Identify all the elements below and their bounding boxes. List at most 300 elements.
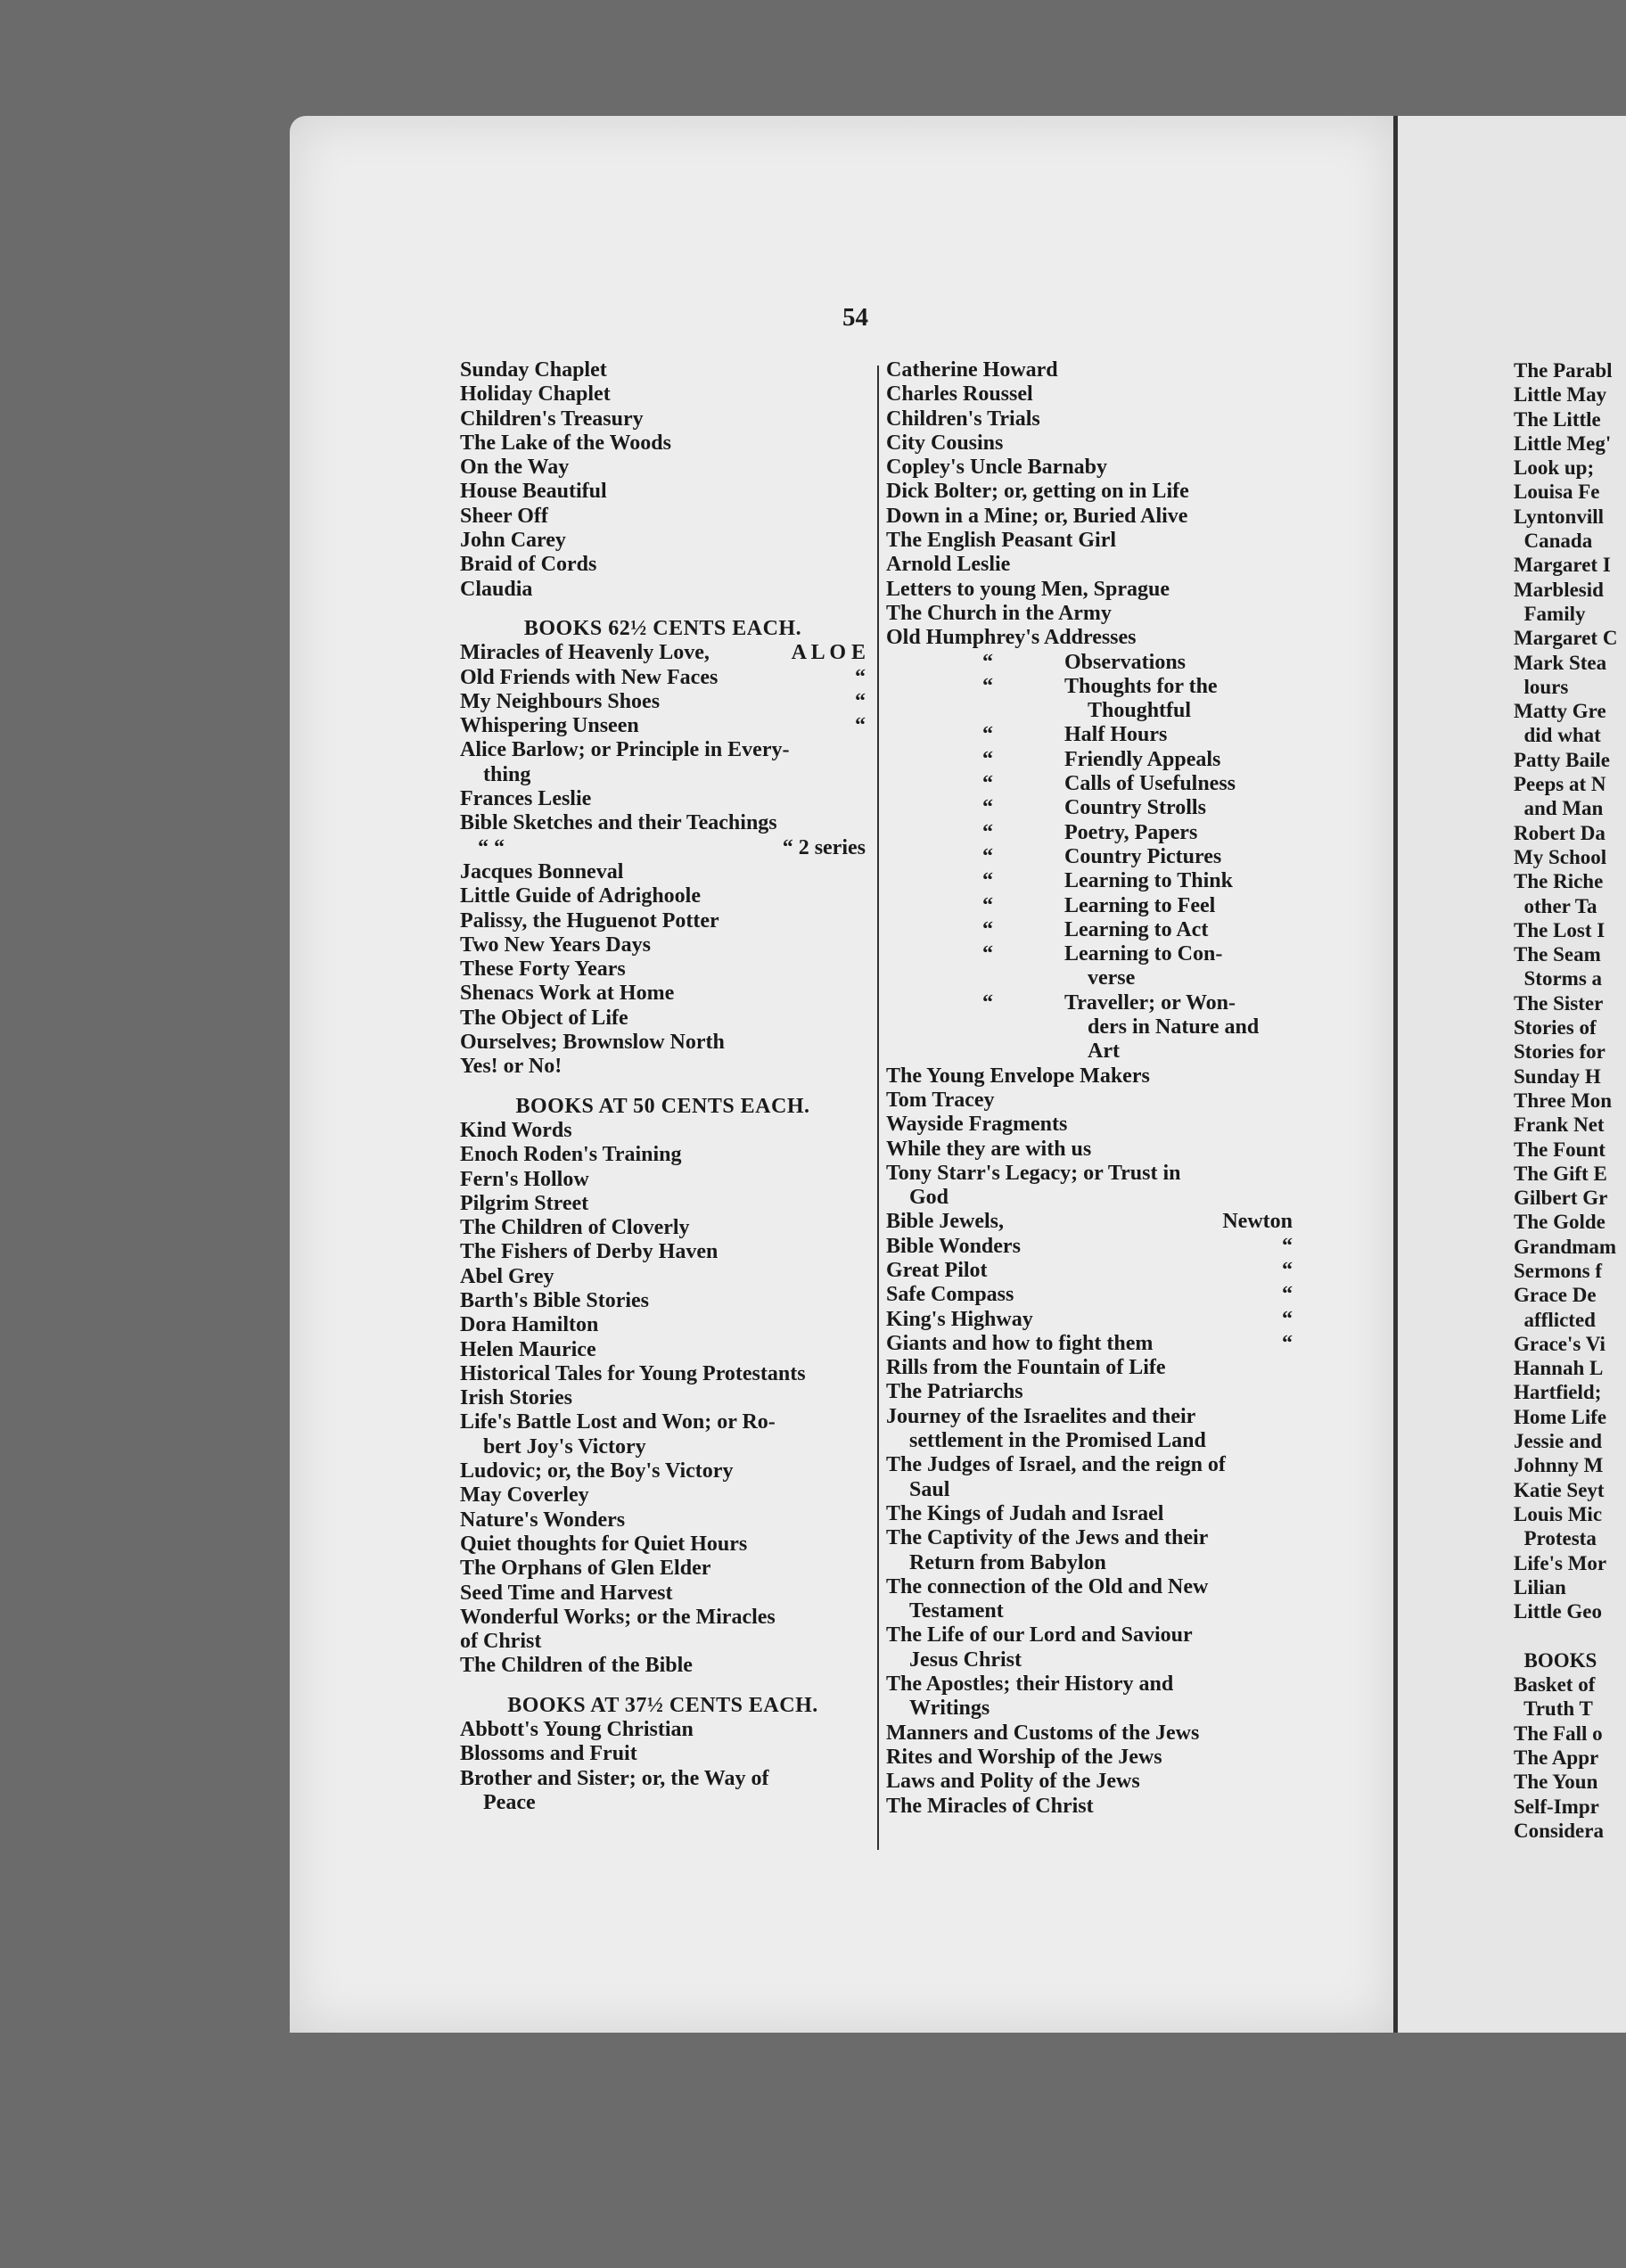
- ditto-mark: [886, 966, 1064, 990]
- list-item: [460, 1435, 866, 1459]
- list-item: [886, 821, 1293, 845]
- list-item-fragment: Stories of: [1514, 1016, 1597, 1040]
- list-item-fragment: Louis Mic: [1514, 1502, 1603, 1525]
- list-item-fragment: Considera: [1514, 1819, 1604, 1842]
- list-item: [886, 1186, 1293, 1210]
- list-item: [886, 894, 1293, 918]
- list-item-fragment: and Man: [1514, 797, 1604, 820]
- list-item: [460, 1168, 866, 1192]
- book-title: Ourselves; Brownslow North: [460, 1031, 725, 1055]
- book-title: Tom Tracey: [886, 1088, 995, 1112]
- list-item: [460, 860, 866, 884]
- book-title: Down in a Mine; or, Buried Alive: [886, 504, 1188, 528]
- book-title: Old Humphrey's Addresses: [886, 626, 1137, 650]
- list-item: [886, 1672, 1293, 1697]
- book-title: The Judges of Israel, and the reign of: [886, 1453, 1226, 1477]
- author-note: “: [1282, 1258, 1293, 1282]
- list-item: [886, 1064, 1293, 1089]
- list-item: [460, 641, 866, 665]
- ditto-mark: [886, 699, 1064, 723]
- list-item: [460, 358, 866, 382]
- book-title: Wonderful Works; or the Miracles: [460, 1605, 776, 1629]
- list-item: [460, 1557, 866, 1581]
- list-item: [886, 1040, 1293, 1064]
- list-item: [460, 666, 866, 690]
- list-item: [886, 1770, 1293, 1794]
- book-title: Poetry, Papers: [1064, 820, 1198, 844]
- author-note: “ 2 series: [782, 835, 866, 859]
- book-title: Ludovic; or, the Boy's Victory: [460, 1459, 734, 1483]
- book-title: King's Highway: [886, 1307, 1033, 1331]
- author-note: “: [855, 665, 866, 689]
- book-title: Little Guide of Adrighoole: [460, 884, 701, 908]
- list-item: [886, 1526, 1293, 1550]
- book-title: Whispering Unseen: [460, 714, 639, 738]
- book-title: of Christ: [460, 1630, 542, 1654]
- list-item-fragment: Johnny M: [1514, 1454, 1604, 1477]
- list-item-fragment: Mark Stea: [1514, 651, 1607, 674]
- list-item: [886, 966, 1293, 990]
- book-title: Alice Barlow; or Principle in Every-: [460, 738, 790, 762]
- book-title: The Patriarchs: [886, 1380, 1023, 1404]
- book-title: The Life of our Lord and Saviour: [886, 1623, 1193, 1648]
- list-item-fragment: Canada: [1514, 530, 1593, 553]
- book-title: The Miracles of Christ: [886, 1794, 1094, 1818]
- list-item-fragment: Basket of: [1514, 1673, 1596, 1697]
- book-title: Learning to Act: [1064, 917, 1209, 941]
- list-item-fragment: Sunday H: [1514, 1064, 1601, 1088]
- book-title: Calls of Usefulness: [1064, 772, 1236, 796]
- book-title: Pilgrim Street: [460, 1191, 589, 1215]
- book-title: On the Way: [460, 456, 570, 480]
- list-item: [460, 1582, 866, 1606]
- book-title: Barth's Bible Stories: [460, 1288, 650, 1312]
- list-item: [886, 942, 1293, 966]
- list-item: [886, 1138, 1293, 1162]
- list-item: [886, 651, 1293, 675]
- list-item: [460, 1313, 866, 1337]
- book-title: Helen Maurice: [460, 1337, 596, 1361]
- list-item-fragment: afflicted: [1514, 1308, 1596, 1331]
- list-item: [460, 836, 866, 860]
- list-item: [460, 1192, 866, 1216]
- book-title: Art: [1088, 1040, 1120, 1064]
- list-item-fragment: Lilian: [1514, 1575, 1566, 1598]
- list-item: [886, 1746, 1293, 1770]
- list-item: [460, 382, 866, 407]
- ditto-mark: “: [982, 747, 993, 771]
- book-title: Quiet thoughts for Quiet Hours: [460, 1532, 748, 1556]
- list-item: [886, 358, 1293, 382]
- list-item-fragment: Grandmam: [1514, 1235, 1616, 1258]
- list-item: [460, 1338, 866, 1362]
- list-item: [886, 723, 1293, 747]
- list-item: [460, 1718, 866, 1742]
- list-item: [886, 1235, 1293, 1259]
- book-title: Palissy, the Huguenot Potter: [460, 908, 719, 933]
- list-item-fragment: Stories for: [1514, 1040, 1605, 1064]
- book-title: Tony Starr's Legacy; or Trust in: [886, 1161, 1181, 1185]
- list-item-fragment: Grace De: [1514, 1284, 1597, 1307]
- list-item-fragment: Look up;: [1514, 456, 1595, 480]
- list-item: [886, 431, 1293, 456]
- list-item: [886, 1599, 1293, 1623]
- ditto-mark: “: [982, 650, 993, 674]
- list-item: [460, 1606, 866, 1630]
- section-heading: BOOKS 62½ CENTS EACH.: [523, 616, 802, 640]
- list-item: [886, 1429, 1293, 1453]
- book-title: The Apostles; their History and: [886, 1672, 1174, 1697]
- book-title: Peace: [483, 1790, 536, 1814]
- list-item: [460, 1630, 866, 1654]
- list-item: [886, 1089, 1293, 1113]
- book-title: Two New Years Days: [460, 933, 651, 957]
- list-item: [460, 1386, 866, 1410]
- list-item-fragment: The Little: [1514, 407, 1601, 431]
- list-item: [460, 1240, 866, 1264]
- list-item-fragment: Margaret I: [1514, 554, 1611, 577]
- book-title: Old Friends with New Faces: [460, 665, 719, 689]
- book-title: Nature's Wonders: [460, 1508, 626, 1532]
- list-item-fragment: Katie Seyt: [1514, 1478, 1605, 1501]
- book-gutter: [1393, 116, 1398, 2033]
- list-item: [460, 480, 866, 504]
- list-item-fragment: Storms a: [1514, 967, 1603, 990]
- list-item: [886, 1623, 1293, 1648]
- book-title: Irish Stories: [460, 1386, 572, 1410]
- list-item-fragment: Grace's Vi: [1514, 1332, 1605, 1355]
- list-item-fragment: The Youn: [1514, 1771, 1598, 1794]
- author-note: “: [1282, 1307, 1293, 1331]
- book-title: Arnold Leslie: [886, 553, 1011, 577]
- list-item-fragment: Life's Mor: [1514, 1551, 1607, 1574]
- list-item: [460, 1055, 866, 1079]
- list-item: [886, 1015, 1293, 1040]
- ditto-mark: “: [982, 796, 993, 820]
- list-item: [886, 1453, 1293, 1477]
- book-title: settlement in the Promised Land: [909, 1429, 1206, 1453]
- book-title: Rites and Worship of the Jews: [886, 1745, 1162, 1769]
- book-title: Bible Jewels,: [886, 1210, 1004, 1234]
- list-item-fragment: The Riche: [1514, 870, 1604, 893]
- ditto-mark: “: [982, 844, 993, 868]
- list-item: [460, 1483, 866, 1508]
- list-item: [460, 909, 866, 933]
- list-item: [460, 1289, 866, 1313]
- list-item: [460, 456, 866, 480]
- book-title: Thoughts for the: [1064, 674, 1218, 698]
- book-title: The Kings of Judah and Israel: [886, 1501, 1164, 1525]
- list-item: [460, 1362, 866, 1386]
- book-title: Frances Leslie: [460, 787, 592, 811]
- book-title: Writings: [909, 1697, 990, 1721]
- list-item-fragment: Margaret C: [1514, 627, 1618, 650]
- list-item-fragment: Three Mon: [1514, 1089, 1613, 1112]
- list-item-fragment: Frank Net: [1514, 1113, 1605, 1137]
- list-item: [460, 884, 866, 908]
- book-title: Historical Tales for Young Protestants: [460, 1361, 806, 1385]
- list-item: [460, 738, 866, 762]
- book-title: Shenacs Work at Home: [460, 982, 675, 1006]
- book-title: Brother and Sister; or, the Way of: [460, 1766, 769, 1790]
- left-column: [460, 358, 866, 1815]
- list-item-fragment: Robert Da: [1514, 821, 1605, 844]
- list-item: [886, 1697, 1293, 1721]
- ditto-mark: “: [982, 723, 993, 747]
- ditto-mark: [886, 1040, 1064, 1064]
- list-item: [886, 1210, 1293, 1234]
- list-item-fragment: Gilbert Gr: [1514, 1187, 1608, 1210]
- list-item: [886, 675, 1293, 699]
- book-title: Enoch Roden's Training: [460, 1143, 682, 1167]
- author-note: “: [1282, 1331, 1293, 1355]
- book-title: Seed Time and Harvest: [460, 1581, 673, 1605]
- list-item: [886, 578, 1293, 602]
- list-item-fragment: The Fall o: [1514, 1722, 1603, 1745]
- book-title: The Fishers of Derby Haven: [460, 1240, 719, 1264]
- list-item-fragment: Little Geo: [1514, 1600, 1602, 1623]
- book-title: May Coverley: [460, 1483, 589, 1508]
- book-title: The Orphans of Glen Elder: [460, 1557, 711, 1581]
- list-item: [460, 982, 866, 1006]
- ditto-mark: “: [982, 990, 993, 1015]
- ditto-mark: “: [982, 820, 993, 844]
- book-title: Claudia: [460, 577, 533, 601]
- book-title: God: [909, 1186, 949, 1210]
- book-title: Jesus Christ: [909, 1648, 1022, 1672]
- book-title: Fern's Hollow: [460, 1167, 589, 1191]
- list-item-fragment: Family: [1514, 602, 1586, 625]
- list-item: [886, 456, 1293, 480]
- page-number: 54: [842, 303, 868, 332]
- book-title: Copley's Uncle Barnaby: [886, 456, 1108, 480]
- list-item-fragment: lours: [1514, 675, 1569, 698]
- book-title: Saul: [909, 1477, 950, 1501]
- list-item: [886, 1795, 1293, 1819]
- book-title: The Children of the Bible: [460, 1654, 693, 1678]
- list-item: [460, 1143, 866, 1167]
- list-item-fragment: The Appr: [1514, 1746, 1599, 1769]
- book-title: City Cousins: [886, 431, 1004, 455]
- author-note: A L O E: [791, 641, 866, 665]
- list-item-fragment: The Seam: [1514, 943, 1601, 966]
- book-title: Bible Wonders: [886, 1234, 1021, 1258]
- list-item: [460, 1119, 866, 1143]
- author-note: “: [855, 689, 866, 713]
- list-item-fragment: Protesta: [1514, 1527, 1597, 1550]
- ditto-mark: “: [982, 772, 993, 796]
- list-item: [886, 1478, 1293, 1502]
- book-title: Children's Trials: [886, 407, 1040, 431]
- book-title: Learning to Feel: [1064, 893, 1216, 917]
- list-item: [886, 1722, 1293, 1746]
- author-note: “: [1282, 1234, 1293, 1258]
- list-item: [886, 505, 1293, 529]
- ditto-mark: “: [982, 869, 993, 893]
- author-note: “: [855, 714, 866, 738]
- list-item-fragment: Truth T: [1514, 1697, 1593, 1721]
- list-item: [886, 1356, 1293, 1380]
- list-item: [886, 1575, 1293, 1599]
- list-item: [460, 1508, 866, 1533]
- list-item-fragment: [1514, 1623, 1626, 1648]
- list-item-fragment: Matty Gre: [1514, 700, 1606, 723]
- book-title: Safe Compass: [886, 1283, 1014, 1307]
- list-item: [460, 787, 866, 811]
- list-item-fragment: Hannah L: [1514, 1357, 1604, 1380]
- ditto-mark: “: [982, 674, 993, 698]
- list-item: [886, 869, 1293, 893]
- list-item-fragment: Hartfield;: [1514, 1381, 1602, 1404]
- list-item: [886, 1308, 1293, 1332]
- list-item-fragment: Jessie and: [1514, 1430, 1603, 1453]
- book-title: My Neighbours Shoes: [460, 689, 661, 713]
- book-title: Observations: [1064, 650, 1187, 674]
- list-item: [886, 748, 1293, 772]
- list-item: [886, 796, 1293, 820]
- list-item: [460, 1031, 866, 1055]
- ditto-mark: “: [982, 942, 993, 966]
- book-title: Laws and Polity of the Jews: [886, 1770, 1140, 1794]
- list-item: [886, 382, 1293, 407]
- book-title: Life's Battle Lost and Won; or Ro-: [460, 1410, 776, 1434]
- list-item-fragment: The Gift E: [1514, 1162, 1607, 1185]
- list-item: [886, 1551, 1293, 1575]
- list-item-fragment: The Lost I: [1514, 918, 1605, 941]
- list-item: [460, 1654, 866, 1678]
- book-title: Dick Bolter; or, getting on in Life: [886, 480, 1189, 504]
- book-title: Wayside Fragments: [886, 1113, 1068, 1137]
- book-title: Children's Treasury: [460, 407, 644, 431]
- book-title: Charles Roussel: [886, 382, 1033, 407]
- list-item-fragment: The Parabl: [1514, 359, 1613, 382]
- list-item: [460, 1410, 866, 1434]
- book-title: Sunday Chaplet: [460, 358, 607, 382]
- list-item-fragment: Self-Impr: [1514, 1795, 1599, 1818]
- ditto-mark: “: [982, 917, 993, 941]
- book-title: Journey of the Israelites and their: [886, 1404, 1196, 1428]
- book-title: Testament: [909, 1599, 1004, 1623]
- book-title: Learning to Con-: [1064, 942, 1223, 966]
- list-item: [886, 699, 1293, 723]
- book-title: Friendly Appeals: [1064, 747, 1221, 771]
- list-item: [460, 714, 866, 738]
- list-item: [460, 407, 866, 431]
- list-item: [460, 1742, 866, 1766]
- book-title: Return from Babylon: [909, 1550, 1106, 1574]
- list-item-fragment: Little May: [1514, 383, 1607, 407]
- section-heading: BOOKS AT 37½ CENTS EACH.: [507, 1693, 818, 1717]
- list-item-fragment: Home Life: [1514, 1405, 1607, 1428]
- list-item: [886, 407, 1293, 431]
- list-item: [886, 772, 1293, 796]
- book-title: Braid of Cords: [460, 553, 597, 577]
- list-item: [460, 505, 866, 529]
- list-item: [886, 1405, 1293, 1429]
- list-item-fragment: BOOKS: [1514, 1648, 1597, 1672]
- list-item: [460, 933, 866, 957]
- book-title: The Captivity of the Jews and their: [886, 1526, 1209, 1550]
- book-title: thing: [483, 762, 531, 786]
- list-item-fragment: My School: [1514, 845, 1607, 868]
- list-item: [886, 529, 1293, 553]
- list-item: [886, 918, 1293, 942]
- section-heading: BOOKS AT 50 CENTS EACH.: [515, 1094, 810, 1118]
- book-title: The Children of Cloverly: [460, 1216, 690, 1240]
- book-title: Letters to young Men, Sprague: [886, 577, 1170, 601]
- book-title: “ “: [478, 835, 505, 859]
- list-item: [886, 1162, 1293, 1186]
- book-title: verse: [1088, 966, 1136, 990]
- list-item: [886, 553, 1293, 577]
- book-title: ders in Nature and: [1088, 1015, 1260, 1040]
- list-item: [460, 529, 866, 553]
- list-item: [460, 690, 866, 714]
- book-title: Bible Sketches and their Teachings: [460, 811, 777, 835]
- list-item-fragment: did what: [1514, 724, 1601, 747]
- book-title: Half Hours: [1064, 723, 1168, 747]
- book-title: Yes! or No!: [460, 1055, 563, 1079]
- book-title: The Young Envelope Makers: [886, 1064, 1150, 1088]
- book-title: Learning to Think: [1064, 869, 1233, 893]
- list-item: [460, 553, 866, 577]
- list-item: [886, 602, 1293, 626]
- list-item-fragment: Marblesid: [1514, 578, 1604, 601]
- list-item: [886, 1283, 1293, 1307]
- list-item: [460, 431, 866, 456]
- book-title: Abbott's Young Christian: [460, 1718, 694, 1742]
- middle-column: [886, 358, 1293, 1819]
- book-title: Holiday Chaplet: [460, 382, 611, 407]
- book-title: Dora Hamilton: [460, 1313, 599, 1337]
- list-item: [460, 957, 866, 982]
- list-item: [886, 1380, 1293, 1404]
- book-title: Miracles of Heavenly Love,: [460, 641, 710, 665]
- book-title: House Beautiful: [460, 480, 607, 504]
- author-note: Newton: [1222, 1210, 1293, 1234]
- list-item-fragment: The Sister: [1514, 991, 1604, 1015]
- book-title: The Church in the Army: [886, 601, 1112, 625]
- book-title: Thoughtful: [1088, 699, 1192, 723]
- list-item-fragment: other Ta: [1514, 894, 1597, 917]
- book-title: bert Joy's Victory: [483, 1434, 646, 1459]
- book-title: Blossoms and Fruit: [460, 1742, 637, 1766]
- list-item: [460, 1007, 866, 1031]
- author-note: “: [1282, 1283, 1293, 1307]
- list-item: [460, 1767, 866, 1791]
- book-title: The connection of the Old and New: [886, 1574, 1209, 1598]
- list-item: [460, 1459, 866, 1483]
- book-title: Manners and Customs of the Jews: [886, 1721, 1200, 1745]
- list-item: [886, 1502, 1293, 1526]
- list-item: [460, 1791, 866, 1815]
- book-title: Great Pilot: [886, 1258, 988, 1282]
- list-item: [886, 626, 1293, 650]
- book-title: Sheer Off: [460, 504, 548, 528]
- list-item-fragment: Louisa Fe: [1514, 481, 1600, 504]
- list-item: [460, 1533, 866, 1557]
- list-item-fragment: Sermons f: [1514, 1259, 1603, 1282]
- list-item: [460, 811, 866, 835]
- book-title: Kind Words: [460, 1118, 572, 1142]
- list-item: [460, 1265, 866, 1289]
- book-title: While they are with us: [886, 1137, 1092, 1161]
- book-title: Traveller; or Won-: [1064, 990, 1236, 1015]
- right-page-column: [1514, 358, 1626, 1843]
- list-item: [460, 763, 866, 787]
- book-title: Country Strolls: [1064, 796, 1206, 820]
- list-item: [886, 845, 1293, 869]
